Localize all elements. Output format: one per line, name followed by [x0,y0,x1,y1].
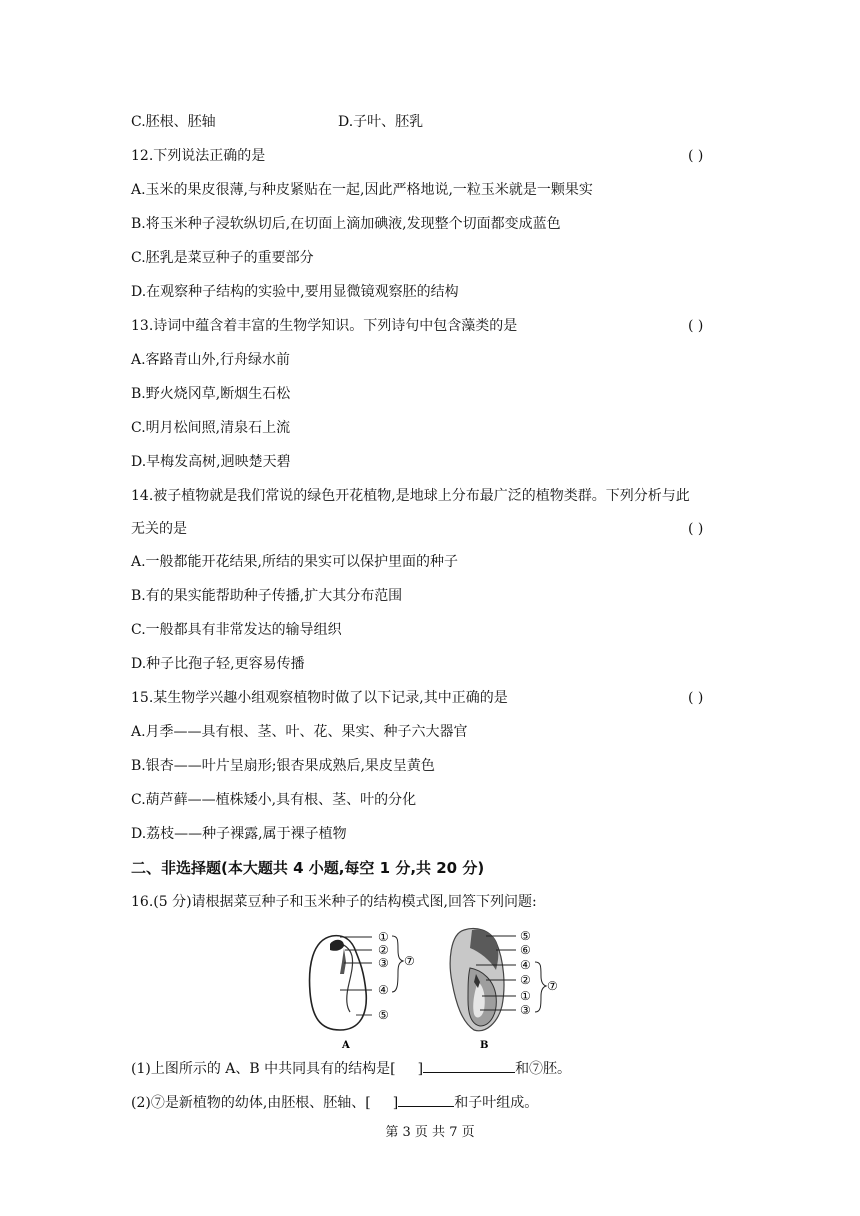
q12-option-c: C.胚乳是菜豆种子的重要部分 [131,250,314,266]
bean-marker-3: ③ [378,956,389,970]
bean-figure-label: A [342,1040,350,1051]
q14-option-a: A.一般都能开花结果,所结的果实可以保护里面的种子 [131,554,459,570]
q14-stem-line1: 14.被子植物就是我们常说的绿色开花植物,是地球上分布最广泛的植物类群。下列分析与此 [131,488,690,504]
corn-marker-3: ③ [520,1003,531,1017]
corn-brace-label: ⑦ [547,979,558,993]
bean-marker-2: ② [378,943,389,957]
corn-marker-1: ① [520,989,531,1003]
q16-sub1-text-start: (1)上图所示的 A、B 中共同具有的结构是[ [131,1061,396,1077]
q16-sub2-text-end: 和子叶组成。 [454,1095,539,1111]
q15-option-d: D.荔枝——种子裸露,属于裸子植物 [131,826,347,842]
q16-sub2-answer-blank[interactable] [398,1092,454,1107]
corn-marker-6: ⑥ [520,943,531,957]
corn-marker-2: ② [520,973,531,987]
q11-option-c: C.胚根、胚轴 [131,114,216,130]
bean-marker-1: ① [378,930,389,944]
page-footer: 第 3 页 共 7 页 [385,1125,475,1140]
q12-answer-bracket: ( ) [688,148,704,164]
bean-brace-label: ⑦ [404,954,415,968]
q11-option-d: D.子叶、胚乳 [338,114,424,130]
q16-sub1-answer-blank[interactable] [423,1058,515,1073]
bean-marker-4: ④ [378,983,389,997]
q12-option-a: A.玉米的果皮很薄,与种皮紧贴在一起,因此严格地说,一粒玉米就是一颗果实 [131,182,593,198]
q16-stem: 16.(5 分)请根据菜豆种子和玉米种子的结构模式图,回答下列问题: [131,894,537,910]
q12-option-b: B.将玉米种子浸软纵切后,在切面上滴加碘液,发现整个切面都变成蓝色 [131,216,561,232]
q14-option-d: D.种子比孢子轻,更容易传播 [131,656,305,672]
q13-option-b: B.野火烧冈草,断烟生石松 [131,386,291,402]
bean-marker-5: ⑤ [378,1008,389,1022]
q13-stem: 13.诗词中蕴含着丰富的生物学知识。下列诗句中包含藻类的是 [131,318,518,334]
corn-marker-4: ④ [520,958,531,972]
q16-sub1-bracket-close: ] [417,1061,424,1077]
q14-answer-bracket: ( ) [688,521,704,537]
q13-option-d: D.早梅发高树,迥映楚天碧 [131,454,291,470]
q15-stem: 15.某生物学兴趣小组观察植物时做了以下记录,其中正确的是 [131,690,508,706]
q13-answer-bracket: ( ) [688,318,704,334]
q16-sub2-text-start: (2)⑦是新植物的幼体,由胚根、胚轴、[ [131,1095,371,1111]
q14-option-c: C.一般都具有非常发达的输导组织 [131,622,342,638]
section-title: 二、非选择题(本大题共 4 小题,每空 1 分,共 20 分) [131,859,485,877]
seed-structure-figure [300,922,570,1052]
q16-sub2 [131,1092,538,1113]
q16-sub1-text-end: 和⑦胚。 [515,1061,572,1077]
q15-option-b: B.银杏——叶片呈扇形;银杏果成熟后,果皮呈黄色 [131,758,435,774]
corn-figure-label: B [480,1040,489,1051]
q16-sub2-bracket-close: ] [392,1095,399,1111]
bean-seed-diagram [310,930,415,1051]
q14-stem-line2: 无关的是 [131,521,187,537]
q15-answer-bracket: ( ) [688,690,704,706]
q16-sub1 [131,1058,571,1079]
q13-option-a: A.客路青山外,行舟绿水前 [131,352,291,368]
q12-option-d: D.在观察种子结构的实验中,要用显微镜观察胚的结构 [131,284,459,300]
q14-option-b: B.有的果实能帮助种子传播,扩大其分布范围 [131,588,403,604]
q15-option-c: C.葫芦藓——植株矮小,具有根、茎、叶的分化 [131,792,417,808]
q13-option-c: C.明月松间照,清泉石上流 [131,420,291,436]
q12-stem: 12.下列说法正确的是 [131,148,266,164]
q15-option-a: A.月季——具有根、茎、叶、花、果实、种子六大器官 [131,724,468,740]
corn-seed-diagram [450,929,558,1052]
corn-marker-5: ⑤ [520,929,531,943]
